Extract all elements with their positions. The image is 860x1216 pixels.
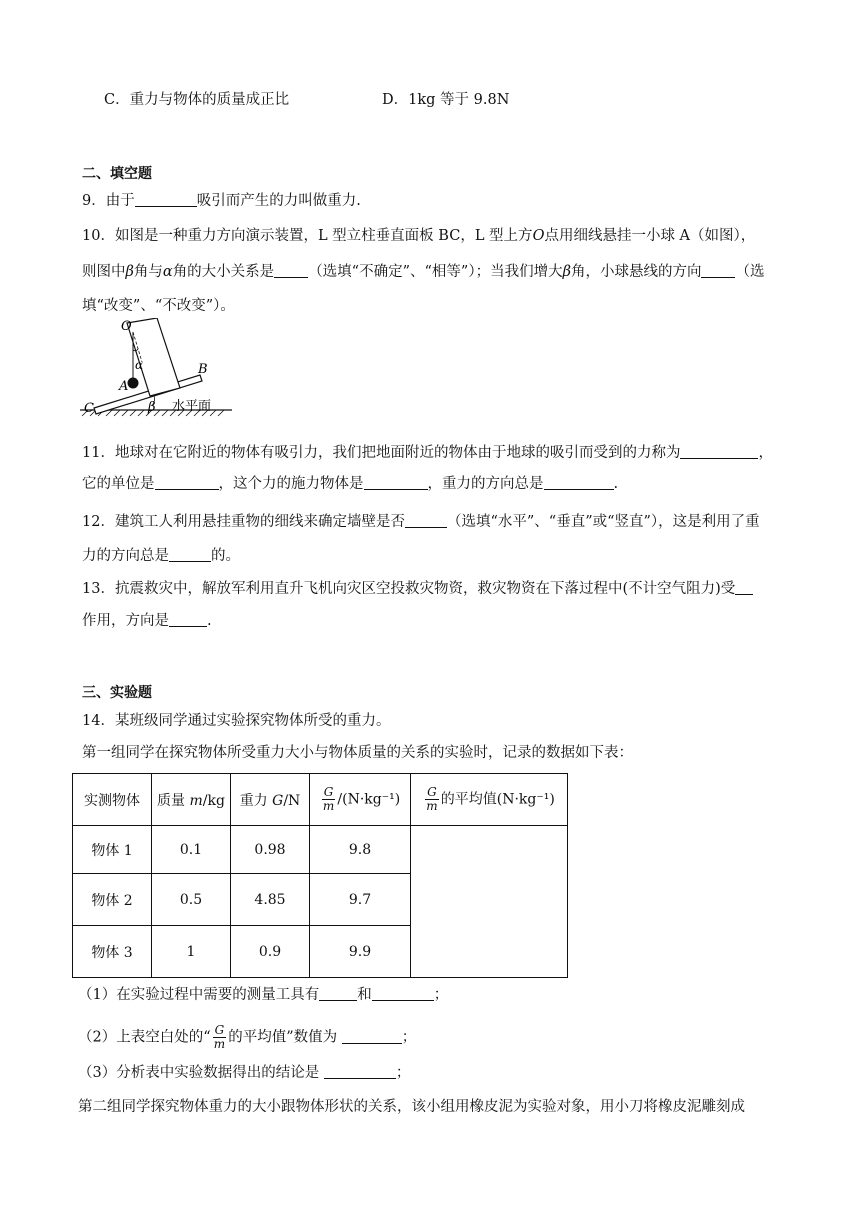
answer-blank[interactable] (364, 475, 428, 490)
cell-mass: 0.1 (152, 826, 231, 874)
cell-ratio: 9.9 (310, 926, 411, 978)
question-11-line2: 它的单位是 ，这个力的施力物体是 ，重力的方向总是 . (82, 476, 619, 492)
question-13-line2: 作用，方向是 . (82, 613, 212, 629)
option-d: D．1kg 等于 9.8N (382, 92, 510, 108)
answer-blank[interactable] (405, 513, 447, 528)
svg-text:O: O (121, 319, 132, 334)
cell-weight: 0.9 (231, 926, 310, 978)
answer-blank[interactable] (274, 263, 308, 278)
cell-mass: 1 (152, 926, 231, 978)
section-heading-experiment: 三、实验题 (82, 685, 152, 701)
svg-text:β: β (148, 400, 156, 415)
answer-blank[interactable] (169, 547, 211, 562)
answer-blank[interactable] (735, 580, 753, 595)
question-10-line2: 则图中β角与α角的大小关系是 （选填“不确定”、“相等”）；当我们增大β角，小球悬线的方向 （选 (82, 264, 765, 280)
cell-weight: 0.98 (231, 826, 310, 874)
question-12-line1: 12．建筑工人利用悬挂重物的细线来确定墙壁是否 （选填“水平”、“垂直”或“竖直”），这是利用了重 (82, 514, 760, 530)
svg-text:水平面: 水平面 (172, 399, 212, 414)
answer-blank[interactable] (680, 444, 758, 459)
average-blank-cell[interactable] (411, 826, 568, 978)
cell-mass: 0.5 (152, 874, 231, 926)
header-average: $\frac{G}{m}$ 的平均值(N·kg⁻¹) (411, 774, 568, 826)
cell-object: 物体 2 (73, 874, 152, 926)
answer-blank[interactable] (544, 475, 614, 490)
header-mass: 质量 m/kg (152, 774, 231, 826)
gravity-direction-figure (80, 318, 240, 422)
svg-text:α: α (135, 358, 144, 372)
question-14-part1: （1）在实验过程中需要的测量工具有 和 ； (78, 987, 449, 1003)
table-header-row (73, 774, 568, 826)
answer-blank[interactable] (372, 986, 434, 1001)
question-12-line2: 力的方向总是 的。 (82, 548, 240, 564)
question-10-line3: 填“改变”、“不改变”）。 (82, 298, 235, 314)
question-14-part3: （3）分析表中实验数据得出的结论是 ； (78, 1065, 411, 1081)
answer-blank[interactable] (342, 1029, 402, 1044)
answer-blank[interactable] (155, 475, 219, 490)
question-11-line1: 11．地球对在它附近的物体有吸引力，我们把地面附近的物体由于地球的吸引而受到的力称为 ， (82, 445, 773, 461)
cell-object: 物体 3 (73, 926, 152, 978)
cell-ratio: 9.8 (310, 826, 411, 874)
cell-weight: 4.85 (231, 874, 310, 926)
header-object: 实测物体 (73, 774, 152, 826)
question-14-continuation: 第二组同学探究物体重力的大小跟物体形状的关系，该小组用橡皮泥为实验对象，用小刀将橡皮泥雕刻成 (78, 1099, 745, 1115)
question-14-description: 第一组同学在探究物体所受重力大小与物体质量的关系的实验时，记录的数据如下表： (82, 745, 633, 761)
svg-text:B: B (198, 362, 208, 377)
question-14-part2: （2）上表空白处的“ $\frac{G}{m}$ 的平均值”数值为 ； (78, 1023, 417, 1051)
answer-blank[interactable] (324, 1064, 396, 1079)
cell-object: 物体 1 (73, 826, 152, 874)
question-10-line1: 10．如图是一种重力方向演示装置，L 型立柱垂直面板 BC，L 型上方O点用细线悬挂一小球 A（如图）， (82, 228, 756, 244)
answer-blank[interactable] (701, 263, 735, 278)
section-heading-fill-blank: 二、填空题 (82, 166, 152, 182)
svg-text:A: A (119, 379, 129, 394)
cell-ratio: 9.7 (310, 874, 411, 926)
question-9: 9．由于 吸引而产生的力叫做重力. (82, 193, 361, 209)
option-c: C．重力与物体的质量成正比 (104, 92, 290, 108)
header-weight: 重力 G/N (231, 774, 310, 826)
question-14-intro: 14．某班级同学通过实验探究物体所受的重力。 (82, 713, 391, 729)
svg-text:C: C (84, 401, 94, 416)
answer-blank[interactable] (135, 192, 197, 207)
question-13-line1: 13．抗震救灾中，解放军利用直升飞机向灾区空投救灾物资，救灾物资在下落过程中(不计空气阻力)受 (82, 579, 753, 599)
answer-blank[interactable] (319, 986, 357, 1001)
table-row (73, 826, 568, 874)
data-table (72, 773, 568, 978)
answer-blank[interactable] (169, 612, 207, 627)
ball-a (128, 378, 139, 389)
header-ratio: $\frac{G}{m}$ /(N·kg⁻¹) (310, 774, 411, 826)
